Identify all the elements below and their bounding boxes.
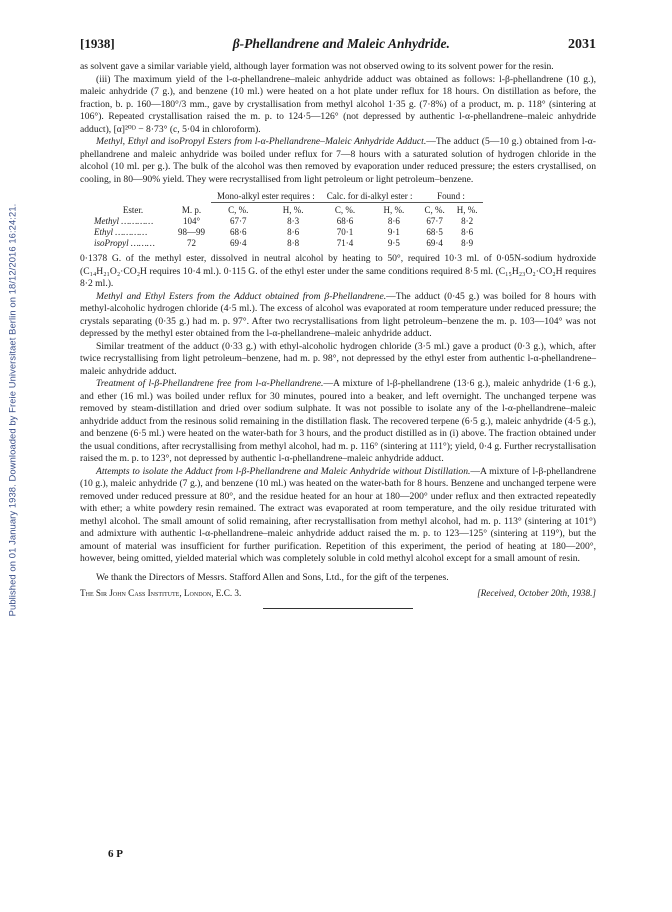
section-heading-attempts: Attempts to isolate the Adduct from l-β-Phellandrene and Maleic Anhydride without Distillation. (96, 465, 471, 477)
download-watermark (4, 150, 20, 670)
paragraph-6: Similar treatment of the adduct (0·33 g.) with ethyl-alcoholic hydrogen chloride (3·5 ml.) gave a product (0·3 g.), which, after twice recrystallising from light petroleum–benzene, had m. p. 98°, not depressed by the ethyl ester from authentic l-α-phellandrene–maleic anhydride adduct. (80, 340, 596, 377)
column-header: C, %. (334, 205, 356, 215)
page-number: 2031 (568, 37, 596, 52)
running-header (80, 36, 596, 53)
table-row (94, 216, 483, 227)
table-header-row (94, 205, 483, 216)
paragraph-7-text: —A mixture of l-β-phellandrene (13·6 g.), maleic anhydride (1·6 g.), and ether (16 ml.) was boiled under reflux for 30 minutes, poured into a beaker, and left overnight. The unchanged terpene was removed by steam-distillation and dried over sodium sulphate. It was not possible to isolate any of the l-α-phellandrene–maleic anhydride adduct from the resinous solid remaining in the distillation flask. The recovered terpene (6·5 g.), maleic anhydride (4·5 g.), and benzene (6·5 ml.) were heated on the water-bath for 3 hours, and the product distilled as in (i) above. The fraction obtained under the usual conditions, after recrystallising from methyl alcohol, had m. p. 116° (sintering at 111°); yield, 0·4 g. Further recrystallisation raised the m. p. to 123°, not depressed by authentic l-α-phellandrene–maleic anhydride adduct. (80, 378, 596, 464)
table-cell: 8·8 (287, 238, 300, 248)
table-cell: 69·4 (426, 238, 443, 248)
table-cell: 67·7 (229, 216, 247, 226)
column-header: C, %. (228, 205, 249, 215)
section-heading-esters: Methyl, Ethyl and isoPropyl Esters from l-α-Phellandrene–Maleic Anhydride Adduct. (96, 136, 427, 147)
paragraph-2: (iii) The maximum yield of the l-α-phellandrene–maleic anhydride adduct was obtained as follows: l-β-phellandrene (10 g.), maleic anhydride (7 g.), and benzene (10 ml.) were heated on a hot plate under reflux for 18 hours. On distillation as before, the fraction, b. p. 160—180°/3 mm., gave by crystallisation from methyl alcohol 1·35 g. (7·8%) of a product, m. p. 118° (sintering at 106°). Repeated crystallisation raised the m. p. to 124·5—126° (not depressed by authentic l-α-phellandrene–maleic anhydride adduct), [α]²⁰ᴰ − 8·73° (c, 5·04 in chloroform). (80, 73, 596, 135)
paragraph-1: as solvent gave a similar variable yield, although layer formation was not observed owing to its solvent power for the resin. (80, 61, 554, 72)
table-cell: 68·6 (336, 216, 354, 226)
table-row (94, 227, 483, 238)
column-header: C, %. (424, 205, 445, 215)
column-header: Ester. (122, 205, 144, 215)
ester-analysis-table (94, 191, 483, 249)
table-cell: 71·4 (336, 238, 354, 248)
paragraph-5-text: —The adduct (0·45 g.) was boiled for 8 hours with methyl-alcoholic hydrogen chloride (4·5 ml.). The excess of alcohol was evaporated at room temperature under reduced pressure; the crystals separating (0·35 g.) had m. p. 97°. After two recrystallisations from light petroleum–benzene the m. p. 103—104° was not depressed by the methyl ester obtained from the l-α-phellandrene–maleic anhydride adduct. (80, 290, 596, 339)
end-rule (263, 608, 413, 609)
table-cell: 8·6 (387, 216, 400, 226)
table-cell: 8·6 (461, 227, 474, 237)
group-header-found: Found : (437, 191, 465, 201)
table-cell: 69·4 (229, 238, 247, 248)
table-cell: 9·5 (387, 238, 400, 248)
table-cell: isoPropyl ……… (94, 238, 155, 248)
column-header: H, %. (456, 205, 478, 215)
header-title: β-Phellandrene and Maleic Anhydride. (232, 36, 450, 51)
paragraph-8-text: —A mixture of l-β-phellandrene (10 g.), maleic anhydride (7 g.), and benzene (10 ml.) was heated on the water-bath for 8 hours. Benzene and unchanged terpene were removed under reduced pressure at 80°, and the residue heated for an hour at 180—200° under reflux and then extracted repeatedly with ether; a white powdery resin remained. The extract was evaporated at room temperature, and the oily residue triturated with methyl alcohol. The small amount of solid remaining, after recrystallisation from methyl alcohol, had m. p. 113° (sintering at 101°) and admixture with authentic l-α-phellandrene–maleic anhydride adduct raised the m. p. to 123—125° (sintering at 119°), but the amount of material was insufficient for further purification. Repetition of this experiment, the period of heating at 180—200°, however, being omitted, yielded material which was completely soluble in cold methyl alcohol except for a small amount of resin. (80, 465, 596, 564)
group-header-di: Calc. for di-alkyl ester : (326, 191, 413, 201)
table-cell: 9·1 (387, 227, 400, 237)
header-year: [1938] (80, 36, 115, 51)
table-cell: Methyl ………… (94, 216, 154, 226)
paragraph-3 (80, 136, 596, 186)
table-cell: 104° (182, 216, 201, 226)
paragraph-3-text: —The adduct (5—10 g.) obtained from l-α-phellandrene and maleic anhydride was boiled under reflux for 7—8 hours with a saturated solution of hydrogen chloride in the alcohol (10 ml. per g.). The bulk of the alcohol was then removed by evaporation under reduced pressure; the esters crystallised, on cooling, in 80—90% yield. They were recrystallised from light petroleum or light petroleum–benzene. (80, 136, 596, 185)
table-group-row (94, 191, 483, 203)
group-header-mono: Mono-alkyl ester requires : (217, 191, 315, 201)
table-cell: 8·3 (287, 216, 300, 226)
affiliation-line (80, 588, 596, 598)
institute-address: The Sir John Cass Institute, London, E.C. 3. (80, 588, 242, 598)
table-cell: 8·2 (461, 216, 474, 226)
acknowledgement: We thank the Directors of Messrs. Stafford Allen and Sons, Ltd., for the gift of the terpenes. (96, 571, 449, 583)
table-cell: 8·9 (461, 238, 474, 248)
table-cell: 67·7 (426, 216, 443, 226)
column-header: H, %. (282, 205, 304, 215)
paragraph-8 (80, 466, 596, 566)
paragraph-7 (80, 378, 596, 466)
table-cell: 70·1 (336, 227, 354, 237)
table-cell: 8·6 (287, 227, 300, 237)
table-cell: Ethyl ………… (94, 227, 148, 237)
table-row (94, 238, 483, 249)
column-header: M. p. (181, 205, 202, 215)
received-date: [Received, October 20th, 1938.] (477, 588, 596, 598)
paragraph-4: 0·1378 G. of the methyl ester, dissolved in neutral alcohol by heating to 50°, required 10·3 ml. of 0·05N-sodium hydroxide (C₁₄H₂₁O₂·CO₂H requires 10·4 ml.). 0·115 G. of the ethyl ester under the same conditions required 8·5 ml. (C₁₅H₂₃O₂·CO₂H requires 8·2 ml.). (80, 253, 596, 289)
table-cell: 72 (187, 238, 196, 248)
section-heading-adduct-esters: Methyl and Ethyl Esters from the Adduct obtained from β-Phellandrene. (96, 290, 387, 302)
column-header: H, %. (383, 205, 405, 215)
table-cell: 98—99 (178, 227, 205, 237)
download-note: Published on 01 January 1938. Downloaded by Freie Universitaet Berlin on 18/12/2016 16:24:21. (6, 203, 18, 617)
article-page (80, 36, 596, 609)
section-heading-treatment: Treatment of l-β-Phellandrene free from l-α-Phellandrene. (96, 378, 324, 389)
paragraph-5 (80, 291, 596, 341)
signature-mark: 6 P (108, 848, 123, 860)
table-cell: 68·5 (426, 227, 443, 237)
table-cell: 68·6 (229, 227, 247, 237)
